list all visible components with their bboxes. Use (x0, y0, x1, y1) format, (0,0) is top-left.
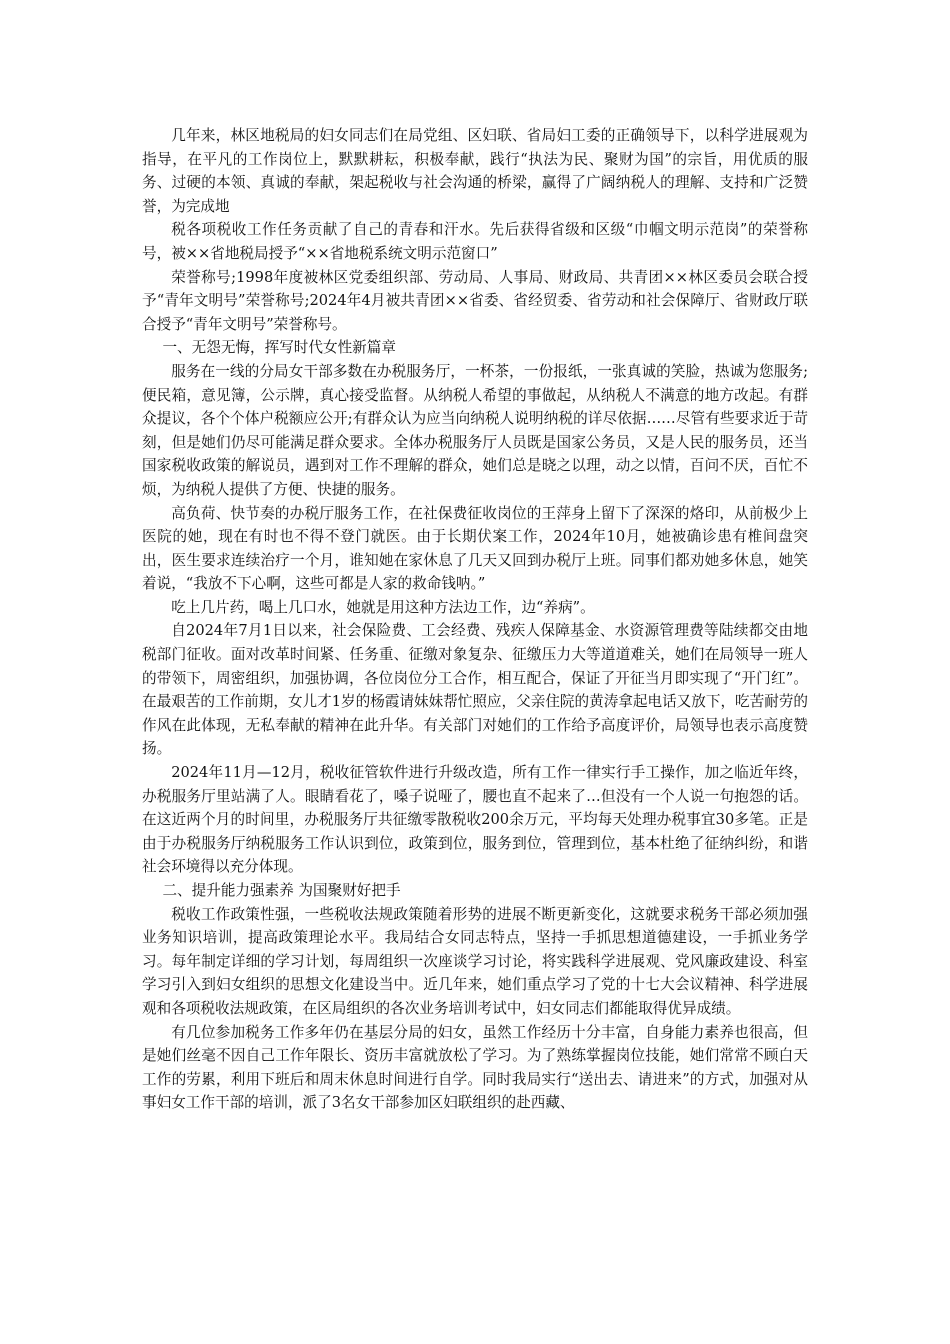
paragraph: 高负荷、快节奏的办税厅服务工作，在社保费征收岗位的王萍身上留下了深深的烙印，从前极少上医院的她，现在有时也不得不登门就医。由于长期伏案工作，2024年10月，她被确诊患有椎间盘突出，医生要求连续治疗一个月，谁知她在家休息了几天又回到办税厅上班。同事们都劝她多休息，她笑着说，“我放不下心啊，这些可都是人家的救命钱呐。” (142, 504, 808, 593)
section-heading: 一、无怨无悔，挥写时代女性新篇章 (162, 339, 396, 357)
paragraph: 吃上几片药，喝上几口水，她就是用这种方法边工作，边“养病”。 (171, 598, 595, 616)
paragraph: 税各项税收工作任务贡献了自己的青春和汗水。先后获得省级和区级“巾帼文明示范岗”的荣誉称号，被××省地税局授予“××省地税系统文明示范窗口” (142, 221, 808, 262)
paragraph: 自2024年7月1日以来，社会保险费、工会经费、残疾人保障基金、水资源管理费等陆续都交由地税部门征收。面对改革时间紧、任务重、征缴对象复杂、征缴压力大等道道难关，她们在局领导一班人的带领下，周密组织，加强协调，各位岗位分工合作，相互配合，保证了开征当月即实现了“开门红”。在最艰苦的工作前期，女儿才1岁的杨霞请妹妹帮忙照应，父亲住院的黄涛拿起电话又放下，吃苦耐劳的作风在此体现，无私奉献的精神在此升华。有关部门对她们的工作给予高度评价，局领导也表示高度赞扬。 (142, 622, 809, 758)
document-body (142, 124, 808, 1115)
paragraph: 2024年11月—12月，税收征管软件进行升级改造，所有工作一律实行手工操作，加之临近年终，办税服务厅里站满了人。眼睛看花了，嗓子说哑了，腰也直不起来了…但没有一个人说一句抱怨的话。在这近两个月的时间里，办税服务厅共征缴零散税收200余万元，平均每天处理办税事宜30多笔。正是由于办税服务厅纳税服务工作认识到位，政策到位，服务到位，管理到位，基本杜绝了征纳纠纷，和谐社会环境得以充分体现。 (142, 764, 808, 876)
paragraph: 几年来，林区地税局的妇女同志们在局党组、区妇联、省局妇工委的正确领导下，以科学进展观为指导，在平凡的工作岗位上，默默耕耘，积极奉献，践行“执法为民、聚财为国”的宗旨，用优质的服务、过硬的本领、真诚的奉献，架起税收与社会沟通的桥梁，赢得了广阔纳税人的理解、支持和广泛赞誉，为完成地 (142, 127, 808, 215)
section-heading: 二、提升能力强素养 为国聚财好把手 (162, 882, 401, 899)
paragraph: 税收工作政策性强，一些税收法规政策随着形势的进展不断更新变化，这就要求税务干部必须加强业务知识培训，提高政策理论水平。我局结合女同志特点，坚持一手抓思想道德建设，一手抓业务学习。每年制定详细的学习计划，每周组织一次座谈学习讨论，将实践科学进展观、党风廉政建设、科室学习引入到妇女组织的思想文化建设当中。近几年来，她们重点学习了党的十七大会议精神、科学进展观和各项税收法规政策，在区局组织的各次业务培训考试中，妇女同志们都能取得优异成绩。 (142, 905, 808, 1017)
paragraph: 有几位参加税务工作多年仍在基层分局的妇女，虽然工作经历十分丰富，自身能力素养也很高，但是她们丝毫不因自己工作年限长、资历丰富就放松了学习。为了熟练掌握岗位技能，她们常常不顾白天工作的劳累，利用下班后和周末休息时间进行自学。同时我局实行“送出去、请进来”的方式，加强对从事妇女工作干部的培训，派了3名女干部参加区妇联组织的赴西藏、 (142, 1023, 808, 1112)
paragraph: 荣誉称号;1998年度被林区党委组织部、劳动局、人事局、财政局、共青团××林区委员会联合授予“青年文明号”荣誉称号;2024年4月被共青团××省委、省经贸委、省劳动和社会保障厅、省财政厅联合授予“青年文明号”荣誉称号。 (142, 268, 808, 333)
paragraph: 服务在一线的分局女干部多数在办税服务厅，一杯茶，一份报纸，一张真诚的笑脸，热诚为您服务;便民箱，意见簿，公示牌，真心接受监督。从纳税人希望的事做起，从纳税人不满意的地方改起。有群众提议，各个个体户税额应公开;有群众认为应当向纳税人说明纳税的详尽依据……尽管有些要求近于苛刻，但是她们仍尽可能满足群众要求。全体办税服务厅人员既是国家公务员，又是人民的服务员，还当国家税收政策的解说员，遇到对工作不理解的群众，她们总是晓之以理，动之以情，百问不厌，百忙不烦，为纳税人提供了方便、快捷的服务。 (142, 362, 808, 498)
